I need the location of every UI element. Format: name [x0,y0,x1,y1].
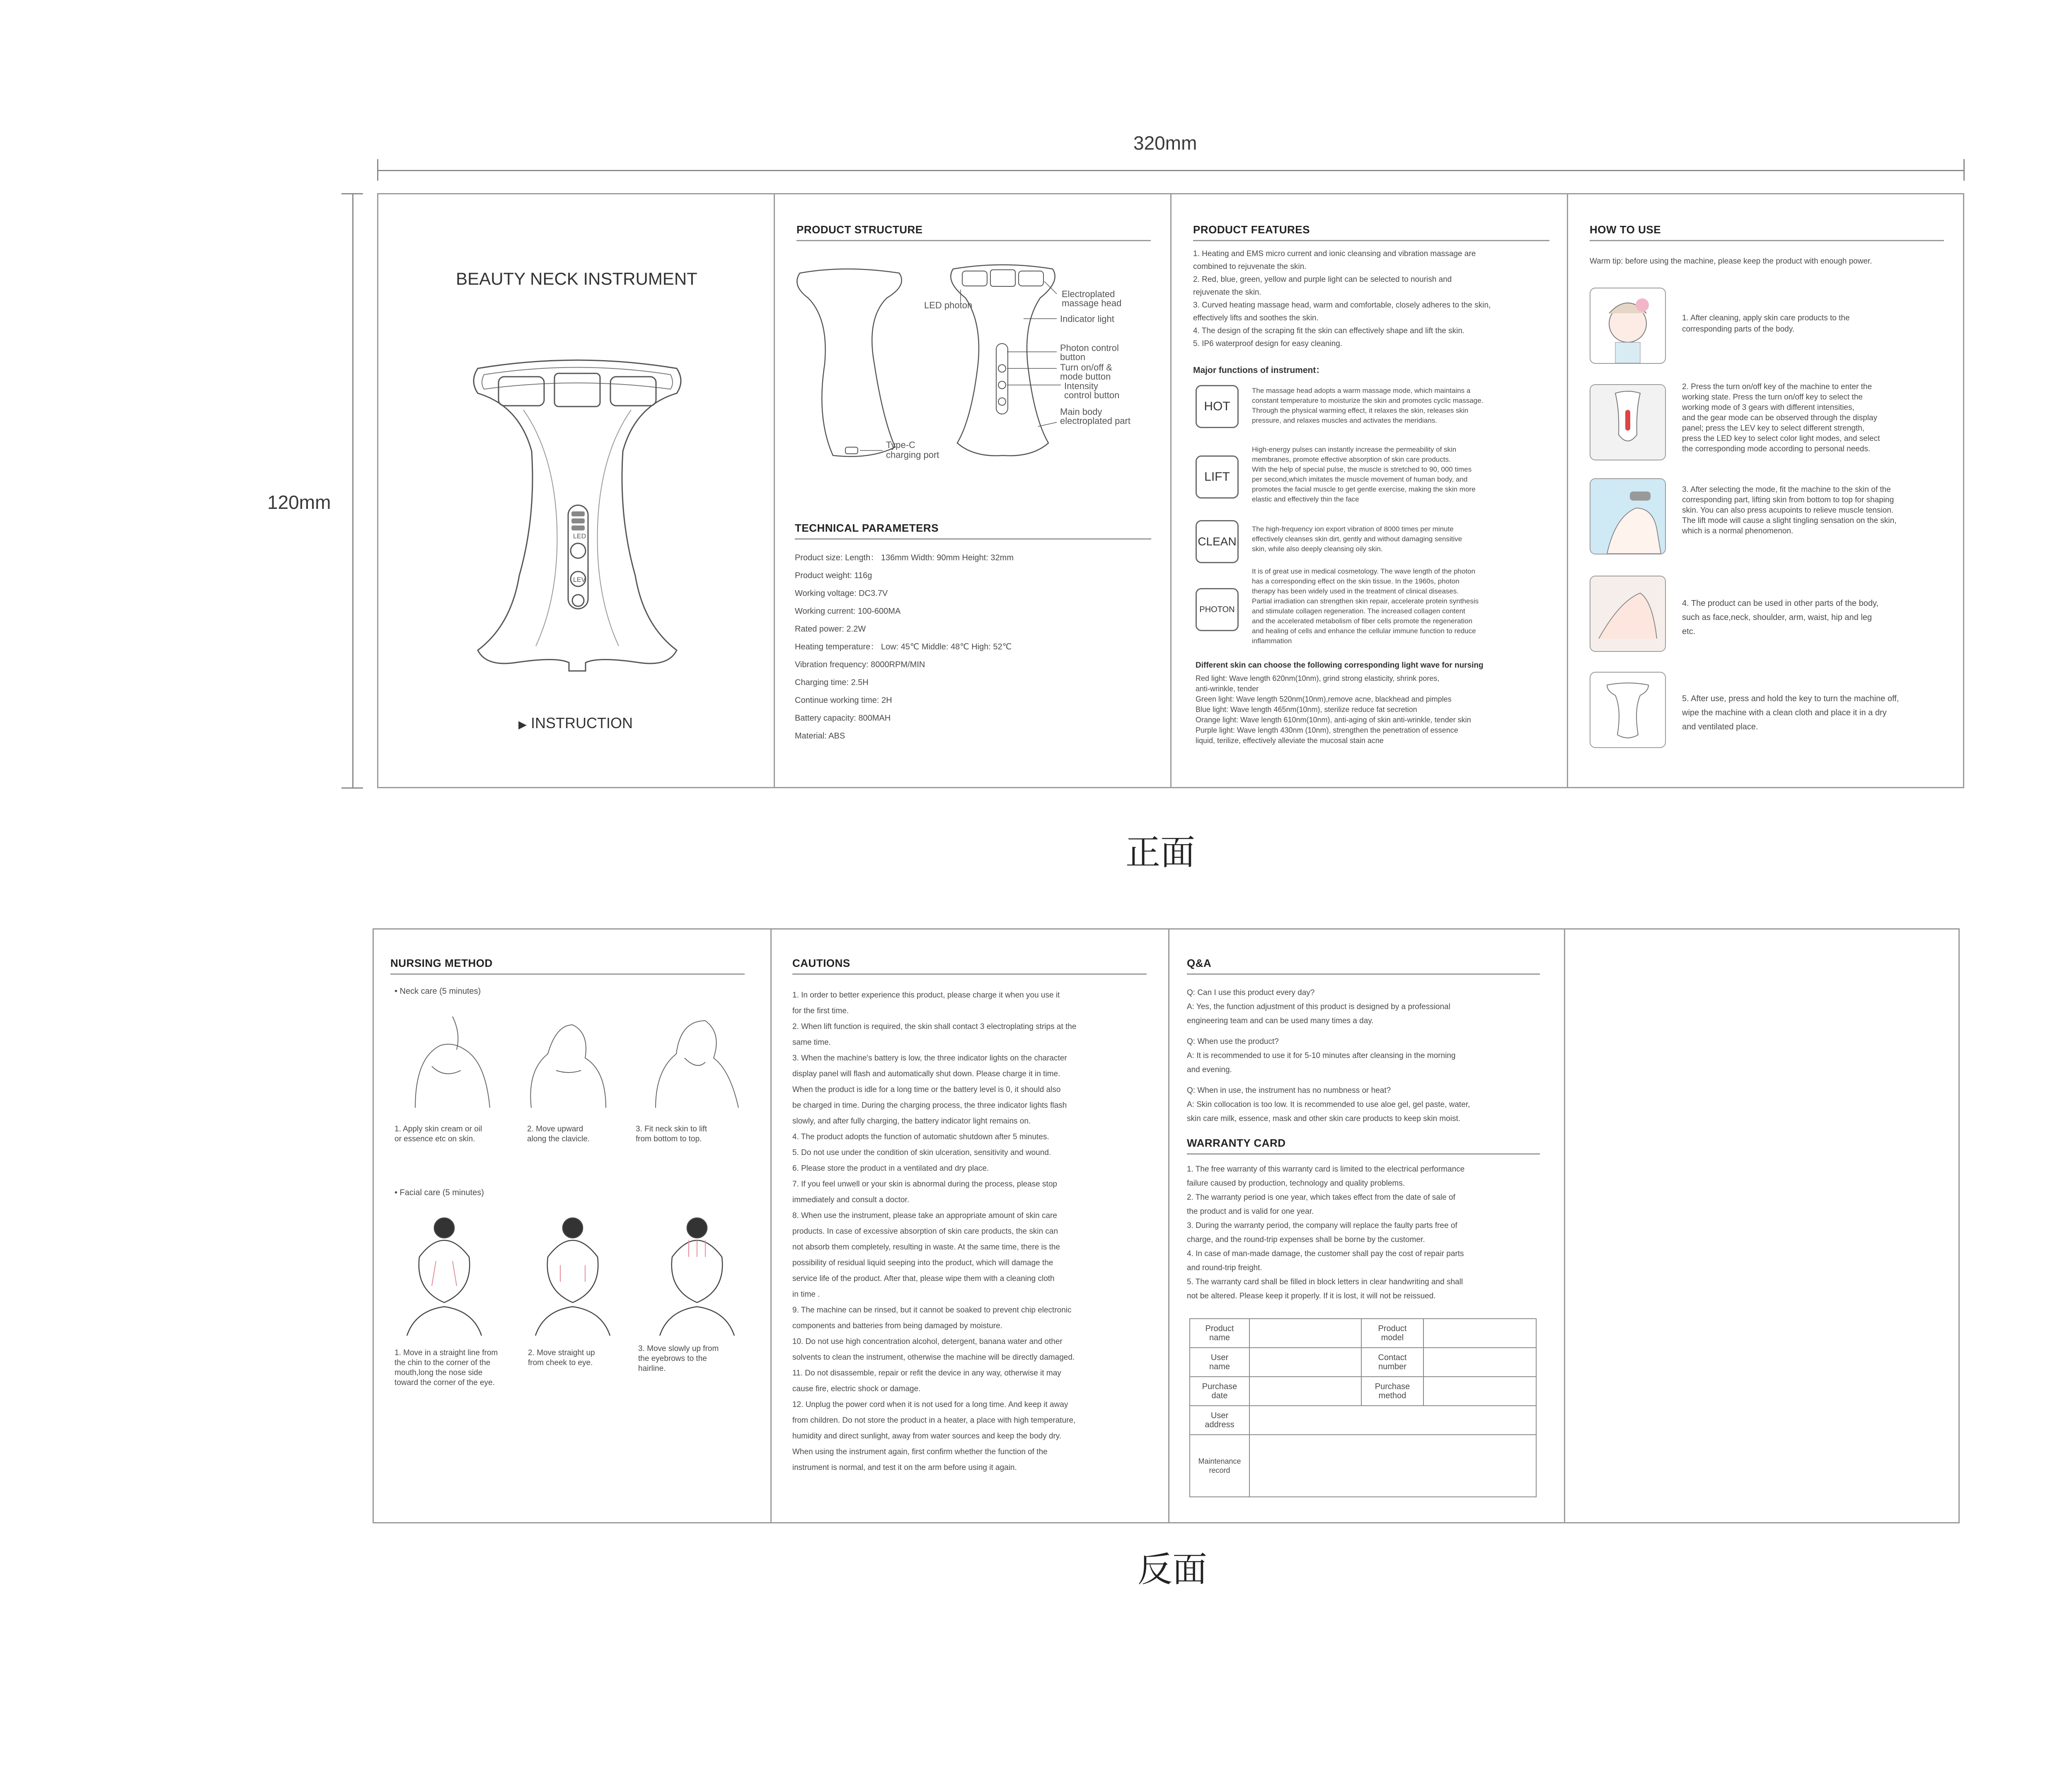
tech-title: TECHNICAL PARAMETERS [795,522,939,534]
cell-contact-number-label: Contact number [1361,1348,1423,1377]
caution-line: 11. Do not disassemble, repair or refit the device in any way, otherwise it may [792,1369,1061,1378]
skin-light-line: Purple light: Wave length 430nm (10nm), strengthen the penetration of essence [1196,726,1458,734]
label-electroplated-part: electroplated part [1060,416,1130,426]
feature-line: 1. Heating and EMS micro current and ionic cleansing and vibration massage are [1193,249,1476,258]
warm-tip: Warm tip: before using the machine, please keep the product with enough power. [1590,257,1872,266]
function-line: With the help of special pulse, the muscle is stretched to 90, 000 times [1252,465,1472,473]
step-line: press the LED key to select color light modes, and select [1682,434,1880,443]
cell-contact-number-value[interactable] [1423,1348,1536,1377]
function-lift-badge: LIFT [1196,455,1239,499]
caution-line: 2. When lift function is required, the skin shall contact 3 electroplating strips at the [792,1022,1077,1031]
warranty-title: WARRANTY CARD [1187,1137,1286,1149]
triangle-icon: ▶ [518,718,527,731]
function-line: Through the physical warming effect, it relaxes the skin, releases skin [1252,407,1469,414]
face-caption-3 [638,1344,719,1374]
face-caption-2 [528,1348,595,1368]
function-line: promotes the facial muscle to get gentle exercise, making the skin more [1252,485,1476,493]
step-line: and ventilated place. [1682,722,1758,731]
height-dimension-line [352,193,353,787]
step-line: and the gear mode can be observed through the display [1682,414,1878,422]
label-type-c: Type-C [886,440,915,450]
tech-line: Product weight: 116g [795,571,872,580]
qa-line: Q: Can I use this product every day? [1187,988,1315,997]
caption-line: 1. Move in a straight line from [395,1349,498,1357]
function-line: and stimulate collagen regeneration. The increased collagen content [1252,607,1465,615]
cell-product-model-label: Product model [1361,1319,1423,1348]
function-line: and healing of cells and enhance the cellular immune function to reduce [1252,627,1476,635]
caption-line: mouth,long the nose side [395,1368,483,1377]
facial-care-title: • Facial care (5 minutes) [395,1188,484,1197]
lev-button-label: LEV [573,576,586,583]
step-line: working mode of 3 gears with different intensities, [1682,403,1854,412]
neck-care-illustrations [390,1008,755,1108]
step-4-text [1682,596,1878,639]
function-line: High-energy pulses can instantly increase the permeability of skin [1252,445,1457,453]
caption-line: 2. Move straight up [528,1349,595,1357]
label-intensity-button: control button [1064,390,1120,400]
tech-list [795,549,1014,745]
structure-rule [796,240,1151,241]
width-dimension-label: 320mm [1133,132,1197,154]
cell-purchase-method-value[interactable] [1423,1377,1536,1406]
nursing-title: NURSING METHOD [390,957,493,969]
caption-line: from bottom to top. [636,1135,702,1143]
function-line: per second,which imitates the muscle movement of human body, and [1252,475,1468,483]
step-4-image [1590,576,1666,652]
cautions-list [792,988,1076,1476]
how-to-use-column [1568,194,1964,787]
step-line: 1. After cleaning, apply skin care products to the [1682,314,1850,322]
caution-line: solvents to clean the instrument, otherwise the machine will be directly damaged. [792,1353,1075,1362]
warranty-line: 3. During the warranty period, the company will replace the faulty parts free of [1187,1221,1457,1230]
height-dimension-tick-bottom [341,787,363,789]
tech-line: Charging time: 2.5H [795,678,869,687]
step-line: The lift mode will cause a slight tingling sensation on the skin, [1682,516,1897,525]
caption-line: 2. Move upward [527,1125,583,1133]
width-dimension-line [377,170,1964,171]
warranty-table [1189,1318,1537,1497]
qa-line: A: Yes, the function adjustment of this product is designed by a professional [1187,1002,1450,1011]
qa-rule [1187,973,1540,975]
function-hot-badge: HOT [1196,385,1239,428]
back-side-label: 反面 [1138,1549,1208,1590]
cell-maintenance-record-value[interactable] [1249,1435,1536,1497]
warranty-list [1187,1162,1464,1303]
caution-line: possibility of residual liquid seeping into the product, which will damage the [792,1259,1053,1267]
caution-line: for the first time. [792,1007,849,1015]
cell-purchase-date-value[interactable] [1249,1377,1361,1406]
function-photon-badge: PHOTON [1196,588,1239,631]
caution-line: 5. Do not use under the condition of skin ulceration, sensitivity and wound. [792,1148,1051,1157]
function-line: The high-frequency ion export vibration of 8000 times per minute [1252,525,1454,533]
cell-purchase-date-label: Purchase date [1190,1377,1249,1406]
qa-line: and evening. [1187,1065,1232,1074]
qa-line: Q: When use the product? [1187,1037,1279,1046]
instruction-link [518,714,633,732]
feature-line: effectively lifts and soothes the skin. [1193,314,1319,322]
caution-line: instrument is normal, and test it on the arm before using it again. [792,1463,1017,1472]
step-5-image [1590,672,1666,748]
warranty-line: 4. In case of man-made damage, the customer shall pay the cost of repair parts [1187,1249,1464,1258]
step-line: wipe the machine with a clean cloth and place it in a dry [1682,708,1887,717]
neck-caption-2 [527,1124,590,1144]
caption-line: or essence etc on skin. [395,1135,475,1143]
label-mode-button: mode button [1060,371,1111,382]
caution-line: 8. When use the instrument, please take an appropriate amount of skin care [792,1211,1057,1220]
warranty-line: failure caused by production, technology and quality problems. [1187,1179,1405,1188]
qa-line: Q: When in use, the instrument has no numbness or heat? [1187,1086,1391,1095]
step-1-text [1682,312,1850,335]
tech-line: Working voltage: DC3.7V [795,589,888,598]
step-line: 3. After selecting the mode, fit the machine to the skin of the [1682,485,1891,494]
cell-user-address-label: User address [1190,1406,1249,1435]
qa-line: skin care milk, essence, mask and other skin care products to keep skin moist. [1187,1114,1460,1123]
function-line: skin, while also deeply cleansing oily skin. [1252,545,1383,553]
warranty-line: 1. The free warranty of this warranty card is limited to the electrical performance [1187,1165,1465,1174]
warranty-line: the product and is valid for one year. [1187,1207,1314,1216]
caption-line: from cheek to eye. [528,1358,593,1367]
nursing-column [374,930,772,1522]
cover-title: BEAUTY NECK INSTRUMENT [456,269,697,288]
blank-column [1565,930,1960,1522]
caution-line: slowly, and after fully charging, the battery indicator light remains on. [792,1117,1031,1126]
label-intensity: Intensity [1064,381,1098,391]
caution-line: When the product is idle for a long time or the battery level is 0, it should also [792,1085,1061,1094]
caption-line: along the clavicle. [527,1135,590,1143]
qa-line: engineering team and can be used many times a day. [1187,1017,1374,1025]
function-line: and the accelerated metabolism of fiber cells promote the regeneration [1252,617,1473,625]
step-line: such as face,neck, shoulder, arm, waist, hip and leg [1682,613,1872,622]
cell-product-name-label: Product name [1190,1319,1249,1348]
cell-product-name-value[interactable] [1249,1319,1361,1348]
face-caption-1 [395,1348,498,1388]
caution-line: components and batteries from being damaged by moisture. [792,1322,1002,1330]
step-line: working state. Press the turn on/off key to select the [1682,393,1863,402]
qa-spacer [1187,1077,1470,1084]
features-list [1193,247,1491,350]
function-line: effectively cleanses skin dirt, gently and without damaging sensitive [1252,535,1462,543]
qa-title: Q&A [1187,957,1212,969]
front-panel [377,193,1964,788]
caution-line: products. In case of excessive absorption of skin care products, the skin can [792,1227,1058,1236]
caption-line: 3. Fit neck skin to lift [636,1125,707,1133]
height-dimension-tick-top [341,193,363,194]
caption-line: toward the corner of the eye. [395,1378,495,1387]
feature-line: rejuvenate the skin. [1193,288,1261,297]
caution-line: be charged in time. During the charging process, the three indicator lights flash [792,1101,1067,1110]
features-title: PRODUCT FEATURES [1193,223,1310,236]
caution-line: When using the instrument again, first confirm whether the function of the [792,1448,1048,1456]
function-lift-text [1252,445,1476,504]
tech-line: Product size: Length： 136mm Width: 90mm Height: 32mm [795,553,1014,562]
instruction-label: INSTRUCTION [531,714,633,731]
caution-line: 9. The machine can be rinsed, but it cannot be soaked to prevent chip electronic [792,1306,1072,1315]
device-illustration [461,344,693,675]
cell-user-name-label: User name [1190,1348,1249,1377]
structure-diagram [792,261,1160,476]
caution-line: display panel will flash and automatically shut down. Please charge it in time. [792,1070,1060,1078]
skin-light-title: Different skin can choose the following corresponding light wave for nursing [1196,661,1484,670]
warranty-line: and round-trip freight. [1187,1264,1262,1272]
cautions-rule [792,973,1147,975]
feature-line: 2. Red, blue, green, yellow and purple light can be selected to nourish and [1193,275,1452,284]
step-line: panel; press the LEV key to select different strength, [1682,424,1865,433]
caution-line: 3. When the machine's battery is low, the three indicator lights on the character [792,1054,1067,1063]
cell-purchase-method-label: Purchase method [1361,1377,1423,1406]
function-line: therapy has been widely used in the treatment of clinical diseases. [1252,587,1459,595]
feature-line: combined to rejuvenate the skin. [1193,262,1307,271]
caption-line: 3. Move slowly up from [638,1344,719,1353]
cell-user-address-value[interactable] [1249,1406,1536,1435]
step-line: corresponding part, lifting skin from bottom to top for shaping [1682,496,1894,504]
facial-care-illustrations [390,1215,755,1336]
label-electroplated: Electroplated [1062,289,1115,299]
neck-caption-3 [636,1124,707,1144]
caption-line: the eyebrows to the [638,1354,707,1363]
caption-line: the chin to the corner of the [395,1358,491,1367]
caution-line: service life of the product. After that, please wipe them with a cleaning cloth [792,1274,1055,1283]
step-5-text [1682,692,1899,734]
function-line: The massage head adopts a warm massage mode, which maintains a [1252,387,1471,395]
function-clean-badge: CLEAN [1196,520,1239,563]
skin-light-line: Green light: Wave length 520nm(10nm),remove acne, blackhead and pimples [1196,695,1452,703]
function-line: Partial irradiation can strengthen skin repair, accelerate protein synthesis [1252,597,1479,605]
how-to-use-title: HOW TO USE [1590,223,1661,236]
features-column [1172,194,1568,787]
label-charging-port: charging port [886,450,939,460]
skin-light-line: liquid, terilize, effectively alleviate the mucosal stain acne [1196,736,1384,745]
caution-line: 10. Do not use high concentration alcohol, detergent, banana water and other [792,1337,1063,1346]
tech-line: Working current: 100-600MA [795,607,901,616]
height-dimension-label: 120mm [267,491,331,513]
structure-title: PRODUCT STRUCTURE [796,223,923,236]
step-line: which is a normal phenomenon. [1682,527,1794,535]
step-3-image [1590,478,1666,554]
function-line: pressure, and relaxes muscles and activates the meridians. [1252,416,1437,424]
step-2-text [1682,382,1880,454]
warranty-line: charge, and the round-trip expenses shall be borne by the customer. [1187,1235,1425,1244]
front-side-label: 正面 [1126,832,1196,873]
step-line: 2. Press the turn on/off key of the machine to enter the [1682,383,1872,391]
warranty-rule [1187,1153,1540,1155]
function-line: has a corresponding effect on the skin tissue. In the 1960s, photon [1252,577,1460,585]
label-indicator-light: Indicator light [1060,314,1114,324]
led-button-label: LED [573,533,586,540]
caution-line: immediately and consult a doctor. [792,1196,909,1204]
tech-line: Material: ABS [795,731,845,741]
feature-line: 5. IP6 waterproof design for easy cleaning. [1193,339,1343,348]
function-line: membranes, promote effective absorption of skin care products. [1252,455,1451,463]
neck-care-title: • Neck care (5 minutes) [395,987,481,996]
step-line: 5. After use, press and hold the key to turn the machine off, [1682,694,1899,703]
width-dimension-tick-right [1963,159,1965,181]
caption-line: hairline. [638,1364,666,1373]
step-line: corresponding parts of the body. [1682,325,1795,334]
caution-line: cause fire, electric shock or damage. [792,1385,921,1393]
tech-line: Battery capacity: 800MAH [795,714,891,723]
caution-line: 12. Unplug the power cord when it is not used for a long time. And keep it away [792,1400,1068,1409]
qa-spacer [1187,1028,1470,1035]
step-line: 4. The product can be used in other parts of the body, [1682,599,1879,608]
step-2-image [1590,384,1666,460]
skin-light-line: Orange light: Wave length 610nm(10nm), anti-aging of skin anti-wrinkle, tender skin [1196,716,1471,724]
step-1-image [1590,288,1666,364]
label-main-body: Main body [1060,407,1102,417]
width-dimension-tick-left [377,159,378,181]
feature-line: 3. Curved heating massage head, warm and comfortable, closely adheres to the skin, [1193,301,1491,310]
step-3-text [1682,484,1897,536]
skin-light-line: anti-wrinkle, tender [1196,685,1259,693]
cell-product-model-value[interactable] [1423,1319,1536,1348]
qa-line: A: Skin collocation is too low. It is recommended to use aloe gel, gel paste, water, [1187,1100,1470,1109]
function-line: It is of great use in medical cosmetology. The wave length of the photon [1252,567,1475,575]
cautions-title: CAUTIONS [792,957,850,969]
skin-light-line: Red light: Wave length 620nm(10nm), grind strong elasticity, shrink pores, [1196,674,1440,683]
caution-line: humidity and direct sunlight, away from water sources and keep the body dry. [792,1432,1062,1441]
caution-line: 1. In order to better experience this product, please charge it when you use it [792,991,1060,1000]
function-line: elastic and effectively thin the face [1252,495,1359,503]
qa-warranty-column [1169,930,1565,1522]
tech-line: Rated power: 2.2W [795,625,866,634]
function-photon-text [1252,567,1479,646]
major-functions-title: Major functions of instrument： [1193,366,1325,375]
caution-line: from children. Do not store the product in a heater, a place with high temperature, [792,1416,1076,1425]
cell-user-name-value[interactable] [1249,1348,1361,1377]
neck-caption-1 [395,1124,482,1144]
step-line: etc. [1682,627,1696,636]
caution-line: 6. Please store the product in a ventilated and dry place. [792,1164,989,1173]
step-line: skin. You can also press acupoints to relieve muscle tension. [1682,506,1894,515]
caution-line: 7. If you feel unwell or your skin is abnormal during the process, please stop [792,1180,1057,1189]
caution-line: 4. The product adopts the function of automatic shutdown after 5 minutes. [792,1133,1049,1141]
skin-light-list [1196,673,1471,746]
tech-rule [795,538,1151,540]
caution-line: same time. [792,1038,831,1047]
tech-line: Heating temperature： Low: 45℃ Middle: 48℃ High: 52℃ [795,642,1012,651]
caution-line: in time . [792,1290,820,1299]
label-turn-onoff: Turn on/off & [1060,362,1112,373]
caution-line: not absorb them completely, resulting in waste. At the same time, there is the [792,1243,1060,1252]
features-rule [1193,240,1549,241]
warranty-line: not be altered. Please keep it properly. If it is lost, it will not be reissued. [1187,1292,1436,1300]
feature-line: 4. The design of the scraping fit the skin can effectively shape and lift the skin. [1193,327,1465,335]
cell-maintenance-record-label: Maintenance record [1190,1435,1249,1497]
label-led-photon: LED photon [924,300,973,310]
nursing-rule [390,973,745,975]
label-massage-head: massage head [1062,298,1122,308]
function-line: inflammation [1252,637,1292,645]
label-photon-button: button [1060,352,1086,362]
cautions-column [772,930,1169,1522]
function-hot-text [1252,386,1483,426]
qa-list [1187,986,1470,1126]
qa-line: A: It is recommended to use it for 5-10 minutes after cleansing in the morning [1187,1051,1456,1060]
function-clean-text [1252,524,1462,554]
label-photon-control: Photon control [1060,343,1119,353]
tech-line: Vibration frequency: 8000RPM/MIN [795,660,925,669]
back-panel [373,928,1960,1523]
step-line: the corresponding mode according to personal needs. [1682,445,1871,453]
caption-line: 1. Apply skin cream or oil [395,1125,482,1133]
warranty-line: 5. The warranty card shall be filled in block letters in clear handwriting and shall [1187,1278,1463,1286]
function-line: constant temperature to moisturize the skin and promotes cyclic massage. [1252,397,1484,404]
warranty-line: 2. The warranty period is one year, which takes effect from the date of sale of [1187,1193,1455,1202]
skin-light-line: Blue light: Wave length 465nm(10nm), sterilize reduce fat secretion [1196,705,1417,714]
how-to-use-rule [1590,240,1944,241]
tech-line: Continue working time: 2H [795,696,892,705]
structure-column [775,194,1172,787]
cover-column [378,194,775,787]
